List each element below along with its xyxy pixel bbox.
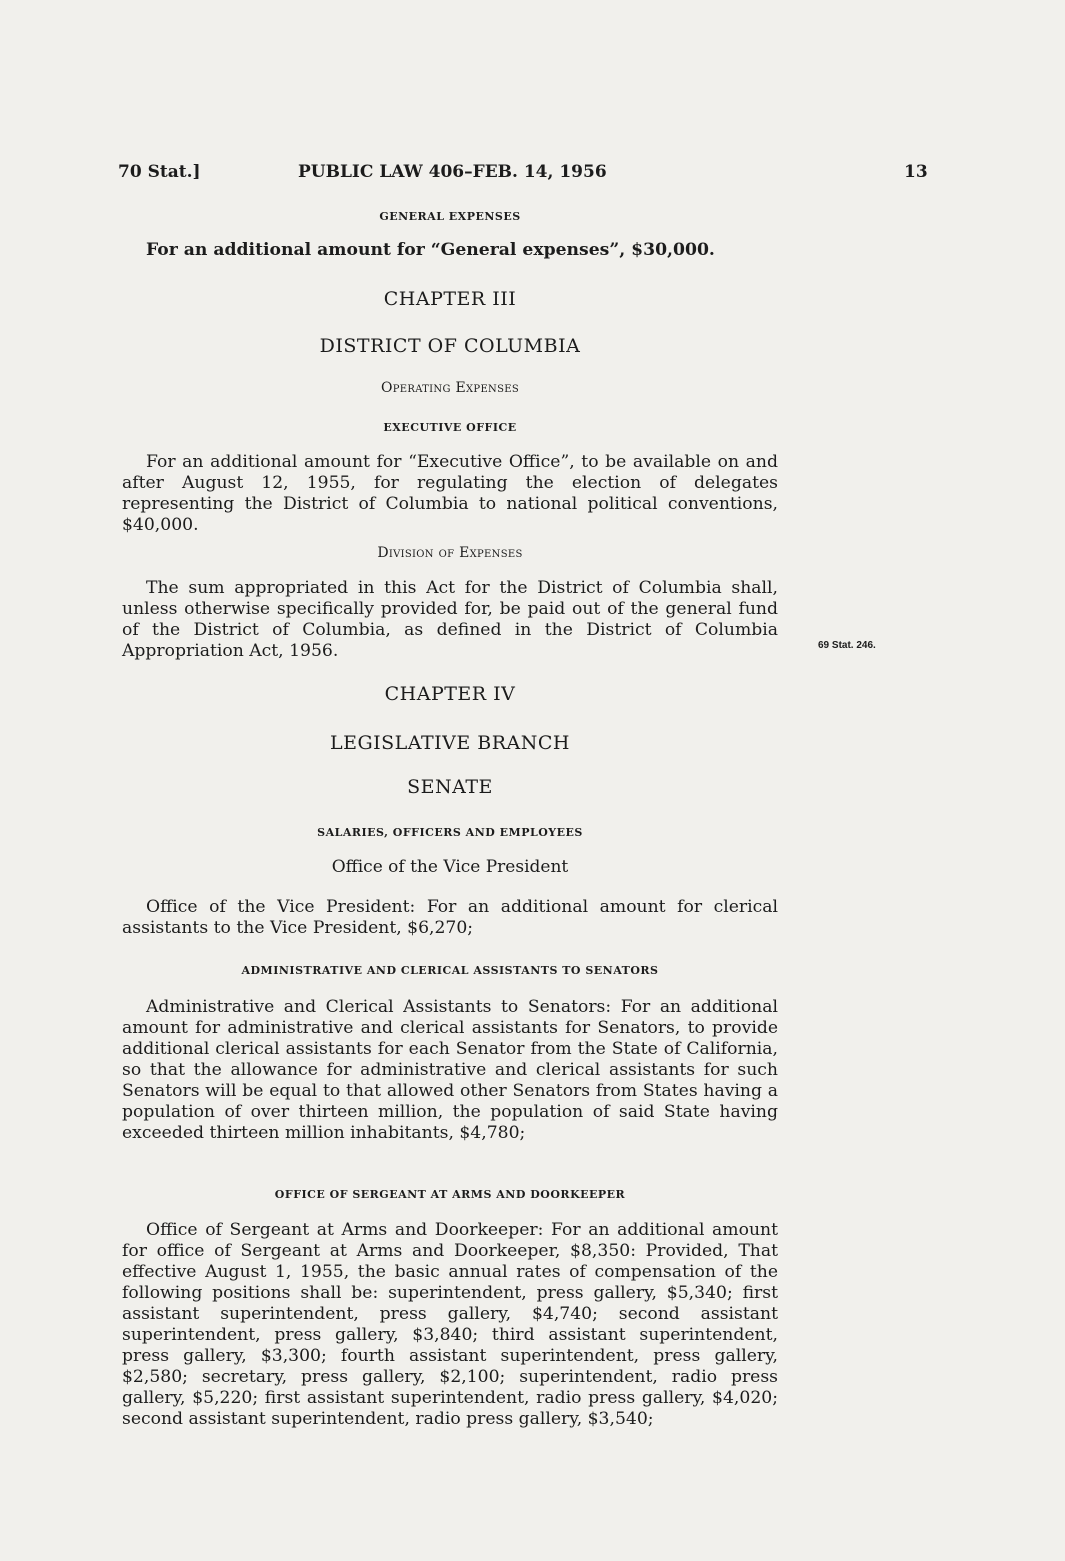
page-header [118, 162, 938, 192]
division-text: The sum appropriated in this Act for the District of Columbia shall, unless otherwise specifically provided for, be paid out of the general fund of the District of Columbia, as defined in the District of Columbia Appropriation Act, 1956. [122, 578, 778, 661]
vp-subheading: Office of the Vice President [331, 857, 569, 877]
executive-office-text: For an additional amount for “Executive Office”, to be available on and after August 12, 1955, for regulating the election of delegates representing the District of Columbia to national political conventions, $40,000. [122, 452, 778, 535]
sergeant-text: Office of Sergeant at Arms and Doorkeeper: For an additional amount for office of Sergeant at Arms and Doorkeeper, $8,350: Provided, That effective August 1, 1955, the basic annual rates of compensation of the following positions shall be: superintendent, press gallery, $5,340; first assistant superintendent, press gallery, $4,740; second assistant superintendent, press gallery, $3,840; third assistant superintendent, press gallery, $3,300; fourth assistant superintendent, press gallery, $2,580; secretary, press gallery, $2,100; superintendent, radio press gallery, $5,220; first assistant superintendent, radio press gallery, $4,020; second assistant superintendent, radio press gallery, $3,540; [122, 1220, 778, 1429]
senate-heading: SENATE [407, 776, 493, 798]
chapter-4-heading: CHAPTER IV [384, 683, 516, 705]
executive-office-heading: EXECUTIVE OFFICE [383, 421, 517, 434]
margin-citation: 69 Stat. 246. [818, 640, 876, 651]
division-expenses-heading: Division of Expenses [377, 545, 523, 561]
admin-assistants-text: Administrative and Clerical Assistants to Senators: For an additional amount for administrative and clerical assistants for Senators, to provide additional clerical assistants for each Senator from the State of California, so that the allowance for administrative and clerical assistants for such Senators will be equal to that allowed other Senators from States having a population of over thirteen million, the population of said State having exceeded thirteen million inhabitants, $4,780; [122, 997, 778, 1143]
page-number: 13 [904, 162, 928, 182]
general-expenses-heading: GENERAL EXPENSES [379, 210, 521, 223]
legislative-branch-heading: LEGISLATIVE BRANCH [329, 732, 570, 754]
chapter-3-heading: CHAPTER III [383, 288, 517, 310]
vp-text: Office of the Vice President: For an additional amount for clerical assistants to the Vice President, $6,270; [122, 897, 778, 938]
general-expenses-text: For an additional amount for “General expenses”, $30,000. [146, 240, 715, 260]
stat-citation: 70 Stat.] [118, 162, 201, 182]
admin-assistants-heading: ADMINISTRATIVE AND CLERICAL ASSISTANTS TO SENATORS [241, 964, 659, 977]
law-title: PUBLIC LAW 406–FEB. 14, 1956 [298, 162, 607, 182]
sergeant-heading: OFFICE OF SERGEANT AT ARMS AND DOORKEEPER [274, 1188, 626, 1201]
operating-expenses-heading: Operating Expenses [380, 380, 520, 396]
dc-heading: DISTRICT OF COLUMBIA [319, 335, 581, 357]
salaries-heading: SALARIES, OFFICERS AND EMPLOYEES [317, 826, 583, 839]
